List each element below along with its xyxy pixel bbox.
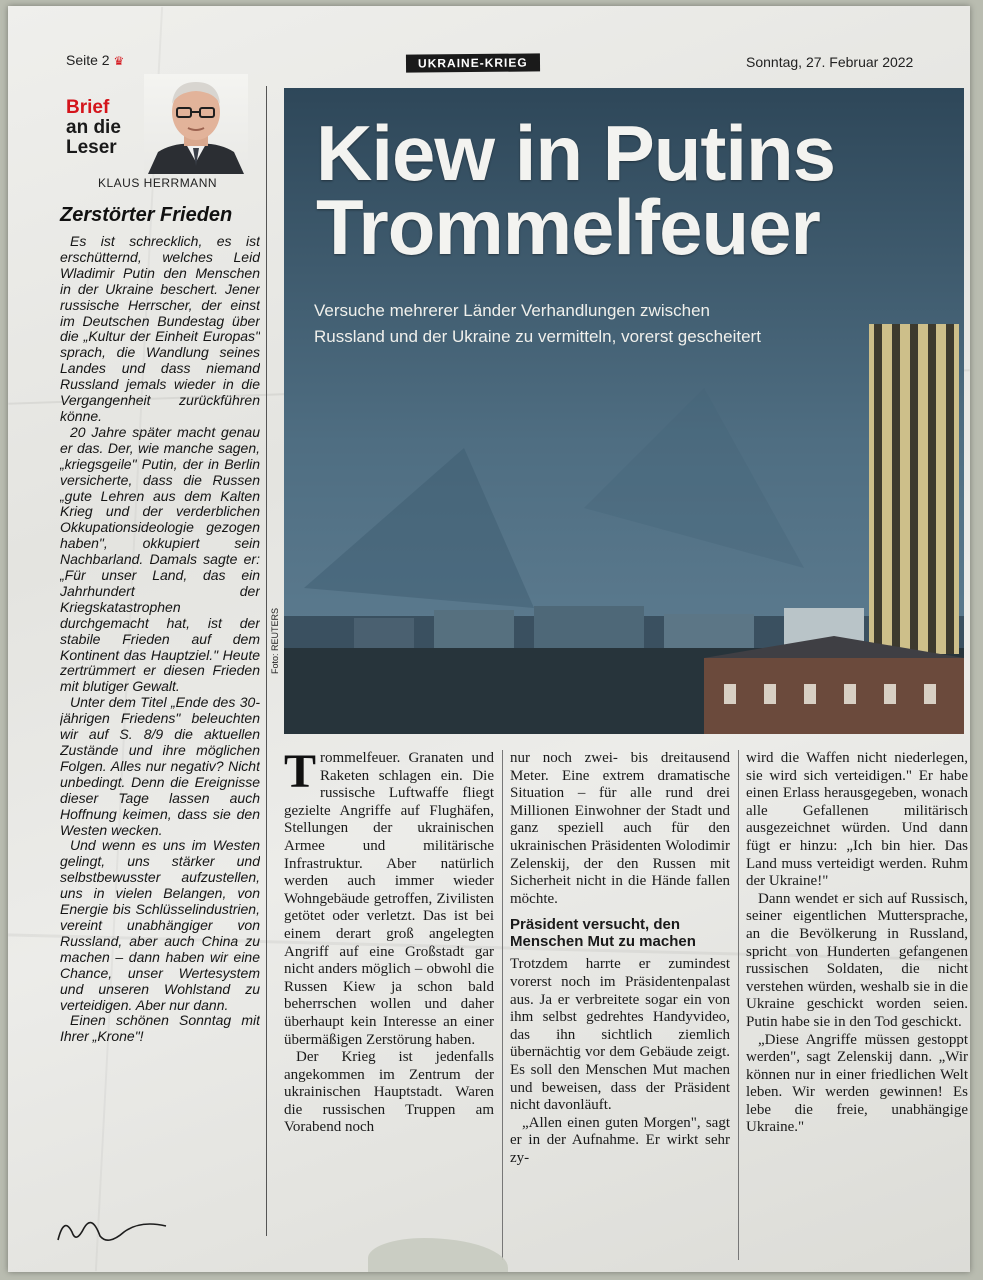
- article-paragraph: Dann wendet er sich auf Russisch, seiner eigentlichen Muttersprache, an die Bevölkerung in Russland, spricht von Hunderten gefangenen russischen Soldaten, die nicht verstehen würden, weshalb sie in die Ukraine geschickt worden seien. Putin habe sie in den Tod geschickt.: [746, 890, 968, 1030]
- subheadline: Versuche mehrerer Länder Verhandlungen zwischen Russland und der Ukraine zu vermitteln, vorerst gescheitert: [314, 301, 761, 346]
- author-name: KLAUS HERRMANN: [98, 176, 218, 190]
- crown-icon: ♛: [113, 54, 125, 68]
- publication-date: Sonntag, 27. Februar 2022: [746, 54, 914, 70]
- letter-paragraph: 20 Jahre später macht genau er das. Der, wie manche sagen, „kriegsgeile" Putin, der in Berlin versicherte, dass die Russen „gute Lehren aus dem Kalten Krieg und der verderblichen Okkupationsideologie gezogen haben", okkupiert sein Nachbarland. Damals sagte er: „Für unser Land, das ein Jahrhundert der Kriegskatastrophen durchgemacht hat, ist der stabile Frieden auf dem Kontinent das Hauptziel." Heute zertrümmert er diesen Frieden mit blutiger Gewalt.: [60, 423, 260, 695]
- letter-paragraph: Einen schönen Sonntag mit Ihrer „Krone"!: [60, 1012, 260, 1045]
- author-portrait: [144, 74, 248, 174]
- newspaper-page: [8, 6, 970, 1272]
- letter-label: Brief an die Leser: [66, 97, 121, 158]
- signature-illustration: [54, 1210, 174, 1250]
- page-number: Seite 2 ♛: [66, 52, 125, 68]
- column-divider: [738, 750, 739, 1260]
- section-rubric: UKRAINE-KRIEG: [406, 53, 540, 72]
- letter-body: [60, 234, 260, 1224]
- letter-paragraph: Es ist schrecklich, es ist erschütternd, welches Leid Wladimir Putin den Menschen in der Ukraine beschert. Jener russische Herrscher, der einst im Deutschen Bundestag über die „Kultur der Einheit Europas" sprach, die Wandlung seines Landes und dass niemand Russland jemals wieder in die Vergangenheit zurückführen könne.: [60, 234, 260, 424]
- article-paragraph: wird die Waffen nicht niederlegen, sie wird sich verteidigen." Er habe einen Erlass herausgegeben, wonach alle Gefallenen militärisch ausgezeichnet würden. Und dann fügt er hinzu: „Ich bin hier. Das Land muss verteidigt werden. Ruhm der Ukraine!": [746, 750, 968, 890]
- signature: [54, 1210, 174, 1250]
- article-paragraph: Trotzdem harrte er zumindest vorerst noch im Präsidentenpalast aus. Ja er verbreitete sogar ein von ihm selbst gedrehtes Handyvideo, das ihn sichtlich ziemlich übernächtig vor dem Gebäude zeigt. Es soll den Menschen Mut machen und beweisen, dass der Präsident nicht davonläuft.: [510, 956, 730, 1114]
- article-column-1: [284, 750, 494, 1260]
- article-column-3: [746, 750, 968, 1260]
- author-portrait-illustration: [144, 74, 248, 174]
- letter-title: Zerstörter Frieden: [60, 204, 233, 226]
- article-column-2: [510, 750, 730, 1260]
- letter-paragraph: Und wenn es uns im Westen gelingt, uns stärker und selbstbewusster aufzustellen, uns in vielen Belangen, von Energie bis Schlüsselindustrien, vereint unabhängiger von Russland, aber auch China zu machen – dann haben wir eine Chance, unser Wertesystem und unseren Wohlstand zu verteidigen. Aber nur dann.: [60, 837, 260, 1013]
- headline: Kiew in Putins Trommelfeuer: [316, 109, 836, 271]
- article-paragraph: Der Krieg ist jedenfalls angekommen im Zentrum der ukrainischen Hauptstadt. Waren die russischen Truppen am Vorabend noch: [284, 1049, 494, 1136]
- article-paragraph: „Diese Angriffe müssen gestoppt werden", sagt Zelenskij dann. „Wir können nur in einer friedlichen Welt leben. Wir werden gewinnen! Es lebe die freie, unabhängige Ukraine.": [746, 1031, 968, 1136]
- article-paragraph: nur noch zwei- bis dreitausend Meter. Eine extrem dramatische Situation – für alle rund drei Millionen Einwohner der Stadt und ganz speziell auch für den ukrainischen Präsidenten Wolodimir Zelenskij, der den Russen mit Sicherheit nicht in die Hände fallen möchte.: [510, 750, 730, 907]
- drop-cap: T: [284, 750, 317, 798]
- article-subheading: Präsident versucht, den Menschen Mut zu machen: [510, 916, 696, 951]
- column-divider: [266, 86, 267, 1236]
- article-paragraph: Trommelfeuer. Granaten und Raketen schlagen ein. Die russische Luftwaffe fliegt gezielte Angriffe auf Flughäfen, Stellungen der ukrainischen Armee und militärische Infrastruktur. Aber natürlich werden auch immer wieder Wohngebäude getroffen, Zivilisten getötet oder verletzt. Das ist bei einem derart groß angelegten Angriff auf eine Großstadt gar nicht anders möglich – obwohl die Russen Kiew ja schon bald beherrschen wollen und daher überhaupt kein Interesse an einer übermäßigen Zerstörung haben.: [284, 750, 494, 1048]
- column-divider: [502, 750, 503, 1260]
- letter-paragraph: Unter dem Titel „Ende des 30-jährigen Friedens" beleuchten wir auf S. 8/9 die aktuellen Zustände und ihre möglichen Folgen. Alles nur negativ? Nicht unbedingt. Denn die Ereignisse dieser Tage lassen auch Hoffnung keimen, dass sie den Westen wecken.: [60, 694, 260, 838]
- article-paragraph: „Allen einen guten Morgen", sagt er in der Aufnahme. Er wirkt sehr zy-: [510, 1114, 730, 1166]
- lead-photo: [284, 88, 964, 734]
- photo-credit: Foto: REUTERS: [270, 607, 280, 674]
